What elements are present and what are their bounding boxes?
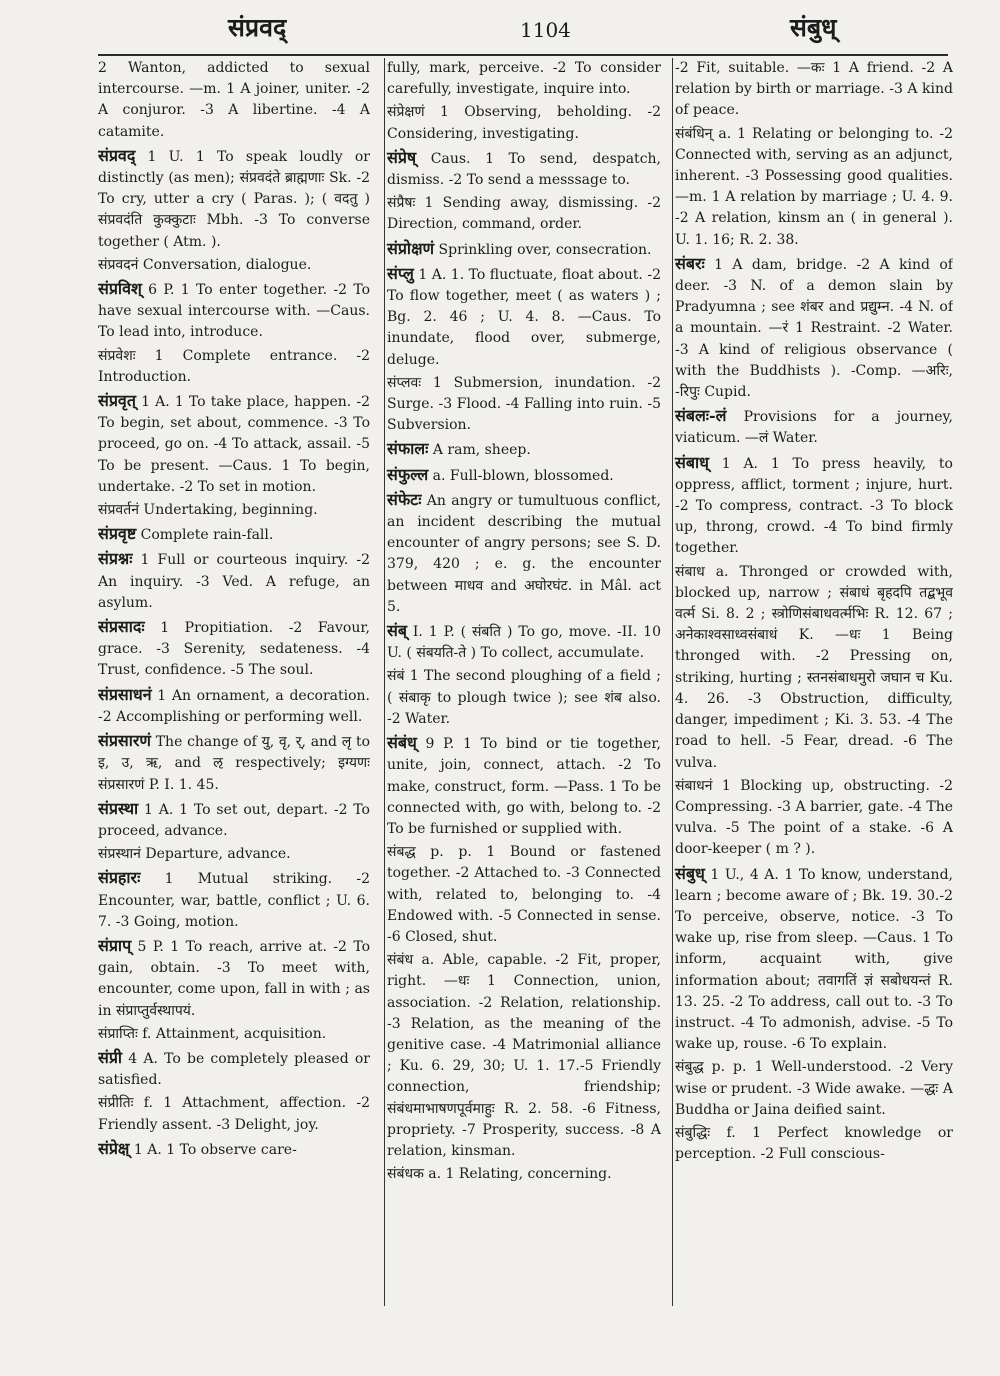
headword: संप्रेक्ष् xyxy=(98,1138,130,1158)
entry-definition: संबंधिन् a. 1 Relating or belonging to. -2 Connected with, serving as an adjunct, inherent. -3 Possessing good qualities. —m. 1 A relation by marriage ; U. 4. 9. -2 A relation, kinsm an ( in general ). U. 1. 16; R. 2. 38. xyxy=(675,125,953,248)
entry-definition: 1 A. 1 To press heavily, to oppress, afflict, torment ; injure, hurt. -2 To compress, contract. -3 To block up, throng, crowd. -4 To bind firmly together. xyxy=(675,455,953,557)
dictionary-entry xyxy=(98,1138,370,1161)
entry-definition: संबंधक a. 1 Relating, concerning. xyxy=(387,1166,612,1183)
dictionary-entry xyxy=(98,500,370,521)
entry-definition: संप्रैषः 1 Sending away, dismissing. -2 Direction, command, order. xyxy=(387,195,661,233)
dictionary-entry xyxy=(387,620,661,664)
entry-definition: 1 U., 4 A. 1 To know, understand, learn ; become aware of ; Bk. 19. 30.-2 To perceive, observe, notice. -3 To wake up, rise from sleep. —Caus. 1 To inform, acquaint with, give information about; तवागतिं ज्ञं सबोधयन्तं R. 13. 25. -2 To address, call out to. -3 To instruct. -4 To admonish, advise. -5 To wake up, rouse. -6 To explain. xyxy=(675,866,953,1053)
dictionary-entry xyxy=(387,373,661,437)
entry-definition: -2 Fit, suitable. —कः 1 A friend. -2 A relation by birth or marriage. -3 A kind of peace. xyxy=(675,60,953,119)
entry-definition: संबाध a. Thronged or crowded with, blocked up, narrow ; संबाधं बृहदपि तद्बभूव वर्त्म Si. 8. 2 ; स्त्रोणिसंबाधवर्त्मभिः R. 12. 67 ; अनेकाश्वसाध्वसंबाधं K. —धः 1 Being thronged with. -2 Pressing on, striking, hurting ; स्तनसंबाधमुरो जघान च Ku. 4. 26. -3 Obstruction, difficulty, danger, impediment ; Ki. 3. 53. -4 The road to hell. -5 Fear, dread. -6 The vulva. xyxy=(675,563,953,771)
entry-definition: The change of यु, वृ, र्, and लृ to इ, उ, ऋ, and ऌ respectively; इग्यणः संप्रसारणं P. I. 1. 45. xyxy=(98,734,370,793)
entry-definition: संबुद्ध p. p. 1 Well-understood. -2 Very wise or prudent. -3 Wide awake. —द्धः A Buddha or Jaina deified saint. xyxy=(675,1059,953,1118)
headword: संप्रसारणं xyxy=(98,731,151,751)
entry-definition: An angry or tumultuous conflict, an incident describing the mutual encounter of angry persons; see S. D. 379, 420 ; e. g. the encounter between माधव and अघोरघंट. in Mâl. act 5. xyxy=(387,492,661,615)
entry-definition: 1 U. 1 To speak loudly or distinctly (as men); संप्रवदंते ब्राह्मणाः Sk. -2 To cry, utter a cry ( Paras. ); ( वदतु ) संप्रवदंति कुक्कुटाः Mbh. -3 To converse together ( Atm. ). xyxy=(98,148,370,250)
headword: संबाध् xyxy=(675,452,709,472)
header-rule xyxy=(98,54,948,56)
dictionary-entry xyxy=(98,684,370,728)
entry-definition: संप्राप्तिः f. Attainment, acquisition. xyxy=(98,1025,327,1042)
dictionary-entry xyxy=(675,863,953,1056)
headword: संप्रस्था xyxy=(98,798,139,818)
running-head-left: संप्रवद् xyxy=(228,13,287,42)
entry-definition: 1 Propitiation. -2 Favour, grace. -3 Serenity, sedateness. -4 Trust, confidence. -5 The soul. xyxy=(98,620,370,679)
headword: संप्रवृष्ट xyxy=(98,524,137,544)
dictionary-entry xyxy=(387,438,661,461)
dictionary-entry xyxy=(98,255,370,276)
entry-definition: संप्रीतिः f. 1 Attachment, affection. -2 Friendly assent. -3 Delight, joy. xyxy=(98,1095,370,1133)
entry-definition: 6 P. 1 To enter together. -2 To have sexual intercourse with. —Caus. To lead into, introduce. xyxy=(98,282,370,341)
entry-definition: 1 A. 1 To take place, happen. -2 To begin, set about, commence. -3 To proceed, go on. -4 To attack, assail. -5 To be present. —Caus. 1 To begin, undertake. -2 To set in motion. xyxy=(98,394,370,495)
dictionary-entry xyxy=(387,666,661,730)
headword: संप्री xyxy=(98,1047,123,1067)
headword: संप्रसाधनं xyxy=(98,684,152,704)
dictionary-entry xyxy=(98,1093,370,1135)
entry-definition: Provisions for a journey, viaticum. —लं Water. xyxy=(675,409,953,447)
entry-definition: संबं 1 The second ploughing of a field ; ( संबाकृ to plough twice ); see शंब also. -2 Water. xyxy=(387,668,661,727)
headword: संबरः xyxy=(675,253,705,273)
entry-definition: संप्लवः 1 Submersion, inundation. -2 Surge. -3 Flood. -4 Falling into ruin. -5 Subversion. xyxy=(387,374,661,434)
headword: संप्लु xyxy=(387,263,414,283)
entry-definition: संबुद्धिः f. 1 Perfect knowledge or perception. -2 Full conscious- xyxy=(675,1124,953,1163)
dictionary-entry xyxy=(98,616,370,682)
entry-definition: 2 Wanton, addicted to sexual intercourse. —m. 1 A joiner, uniter. -2 A conjuror. -3 A libertine. -4 A catamite. xyxy=(98,60,370,140)
entry-definition: संप्रवदनं Conversation, dialogue. xyxy=(98,256,312,273)
entry-definition: संप्रस्थानं Departure, advance. xyxy=(98,846,291,863)
dictionary-entry xyxy=(98,867,370,933)
entry-definition: संप्रेक्षणं 1 Observing, beholding. -2 Considering, investigating. xyxy=(387,104,661,142)
dictionary-entry xyxy=(387,102,661,144)
dictionary-entry xyxy=(387,58,661,100)
entry-definition: A ram, sheep. xyxy=(428,442,531,459)
column-2 xyxy=(384,58,661,1306)
headword: संप्रसादः xyxy=(98,617,145,637)
headword: संप्रोक्षणं xyxy=(387,238,435,258)
dictionary-entry xyxy=(675,452,953,560)
dictionary-entry xyxy=(98,1047,370,1091)
headword: संप्रश्नः xyxy=(98,549,133,569)
headword: संप्रविश् xyxy=(98,279,142,299)
dictionary-entry xyxy=(387,489,661,618)
dictionary-entry xyxy=(387,1164,661,1185)
dictionary-entry xyxy=(98,278,370,344)
dictionary-entry xyxy=(387,147,661,191)
entry-definition: 9 P. 1 To bind or tie together, unite, join, connect, attach. -2 To make, construct, form. —Pass. 1 To be connected with, go with, belong to. -2 To be furnished or supplied with. xyxy=(387,736,661,837)
dictionary-entry xyxy=(675,776,953,861)
headword: संप्राप् xyxy=(98,935,132,955)
headword: संफेटः xyxy=(387,489,422,509)
dictionary-entry xyxy=(675,253,953,403)
entry-definition: Sprinkling over, consecration. xyxy=(434,241,652,258)
entry-definition: 1 A. 1. To fluctuate, float about. -2 To flow together, meet ( as waters ) ; Bg. 2. 46 ; U. 4. 8. —Caus. To inundate, flood over, submerge, deluge. xyxy=(387,266,661,368)
dictionary-entry xyxy=(387,950,661,1162)
headword: संब् xyxy=(387,621,407,641)
entry-definition: a. Full-blown, blossomed. xyxy=(428,467,614,484)
dictionary-entry xyxy=(98,390,370,498)
column-3 xyxy=(672,58,953,1306)
dictionary-entry xyxy=(98,548,370,614)
dictionary-entry xyxy=(98,346,370,388)
dictionary-entry xyxy=(387,842,661,948)
column-1 xyxy=(98,58,370,1306)
entry-definition: संप्रवर्तनं Undertaking, beginning. xyxy=(98,502,318,519)
entry-definition: 1 Mutual striking. -2 Encounter, war, battle, conflict ; U. 6. 7. -3 Going, motion. xyxy=(98,871,370,930)
headword: संप्रवद् xyxy=(98,145,136,165)
entry-definition: 1 An ornament, a decoration. -2 Accomplishing or performing well. xyxy=(98,687,370,725)
entry-definition: Caus. 1 To send, despatch, dismiss. -2 To send a messsage to. xyxy=(387,150,661,189)
dictionary-entry xyxy=(387,263,661,371)
dictionary-entry xyxy=(675,124,953,251)
dictionary-entry xyxy=(98,145,370,253)
entry-definition: संबंध a. Able, capable. -2 Fit, proper, right. —धः 1 Connection, union, association. -2 Relation, relationship. -3 Relation, as the meaning of the genitive case. -4 Matrimonial alliance ; Ku. 6. 29, 30; U. 1. 17.-5 Friendly connection, friendship; संबंधमाभाषणपूर्वमाहुः R. 2. 58. -6 Fitness, propriety. -7 Prosperity, success. -8 A relation, kinsman. xyxy=(387,952,661,1159)
running-head-right: संबुध् xyxy=(790,13,837,42)
dictionary-entry xyxy=(675,405,953,449)
entry-definition: 1 Full or courteous inquiry. -2 An inquiry. -3 Ved. A refuge, an asylum. xyxy=(98,552,370,611)
dictionary-entry xyxy=(675,58,953,122)
dictionary-entry xyxy=(98,730,370,796)
page-number: 1104 xyxy=(520,18,571,42)
headword: संबुध् xyxy=(675,863,705,883)
entry-definition: संबाधनं 1 Blocking up, obstructing. -2 Compressing. -3 A barrier, gate. -4 The vulva. -5 The point of a stake. -6 A door-keeper ( m ? ). xyxy=(675,777,953,858)
dictionary-entry xyxy=(98,798,370,842)
headword: संप्रवृत् xyxy=(98,391,136,411)
headword: संबलः-लं xyxy=(675,406,727,426)
dictionary-entry xyxy=(675,1057,953,1121)
dictionary-entry xyxy=(387,193,661,235)
headword: संफुल्ल xyxy=(387,464,429,484)
headword: संप्रहारः xyxy=(98,868,141,888)
dictionary-entry xyxy=(387,732,661,840)
entry-definition: 4 A. To be completely pleased or satisfied. xyxy=(98,1050,370,1089)
dictionary-entry xyxy=(98,935,370,1022)
headword: संप्रेष् xyxy=(387,147,417,167)
dictionary-entry xyxy=(387,238,661,261)
headword: संबंध् xyxy=(387,733,417,753)
entry-definition: संप्रवेशः 1 Complete entrance. -2 Introduction. xyxy=(98,347,370,385)
dictionary-entry xyxy=(98,58,370,143)
dictionary-entry xyxy=(387,464,661,487)
dictionary-entry xyxy=(98,523,370,546)
entry-definition: 1 A. 1 To observe care- xyxy=(129,1141,297,1158)
entry-definition: I. 1 P. ( संबति ) To go, move. -II. 10 U. ( संबयति-ते ) To collect, accumulate. xyxy=(387,624,661,662)
dictionary-entry xyxy=(98,1024,370,1045)
headword: संफालः xyxy=(387,439,429,459)
entry-definition: Complete rain-fall. xyxy=(136,527,274,544)
dictionary-entry xyxy=(675,562,953,774)
dictionary-entry xyxy=(675,1123,953,1165)
entry-definition: संबद्ध p. p. 1 Bound or fastened together. -2 Attached to. -3 Connected with, related to, belonging to. -4 Endowed with. -5 Connected in sense. -6 Closed, shut. xyxy=(387,844,661,945)
dictionary-entry xyxy=(98,844,370,865)
entry-definition: 1 A dam, bridge. -2 A kind of deer. -3 N. of a demon slain by Pradyumna ; see शंबर and प्रद्युम्न. -4 N. of a mountain. —रं 1 Restraint. -2 Water. -3 A kind of religious observance ( with the Buddhists ). -Comp. —अरिः, -रिपुः Cupid. xyxy=(675,256,953,401)
entry-definition: fully, mark, perceive. -2 To consider carefully, investigate, inquire into. xyxy=(387,60,661,98)
entry-definition: 5 P. 1 To reach, arrive at. -2 To gain, obtain. -3 To meet with, encounter, come upon, fall in with ; as in संप्राप्तुर्वस्थापयं. xyxy=(98,938,370,1019)
entry-definition: 1 A. 1 To set out, depart. -2 To proceed, advance. xyxy=(98,801,370,839)
